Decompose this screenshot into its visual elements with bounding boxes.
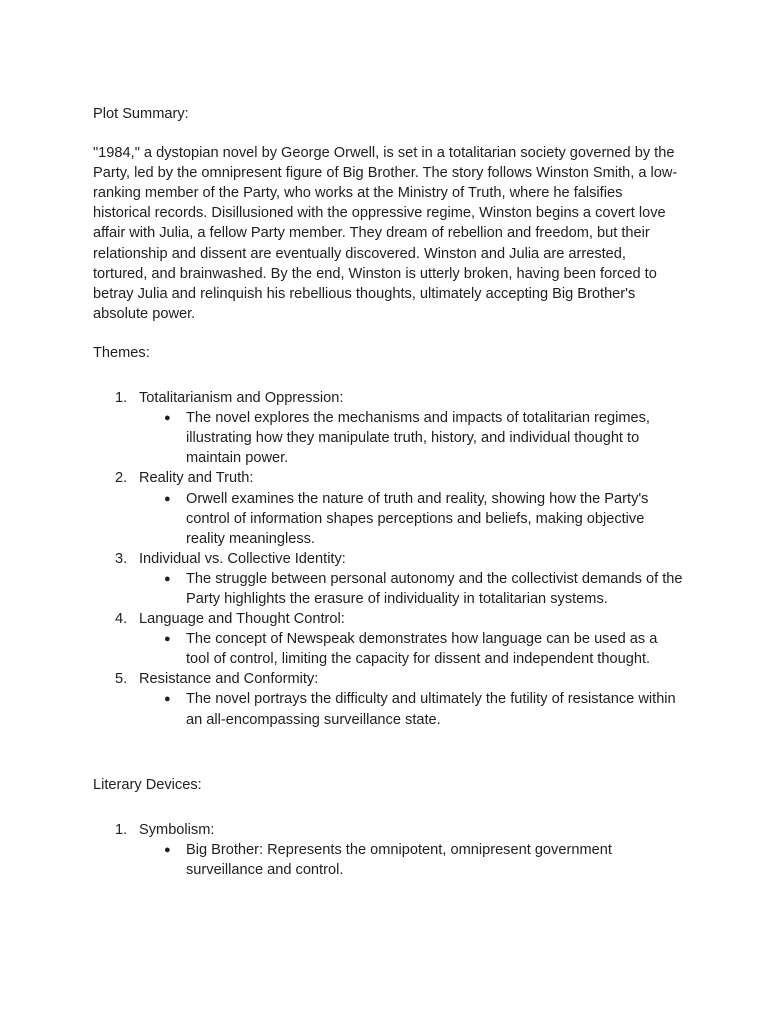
- theme-title: Language and Thought Control:: [139, 611, 345, 628]
- bullet-icon: ●: [164, 843, 171, 856]
- themes-heading: Themes:: [93, 344, 150, 361]
- theme-number: 5.: [115, 671, 128, 688]
- theme-item: [93, 609, 683, 669]
- bullet-icon: ●: [164, 492, 171, 505]
- theme-title: Resistance and Conformity:: [139, 671, 319, 688]
- themes-list: [93, 388, 683, 730]
- theme-description: ● The novel portrays the difficulty and ultimately the futility of resistance within an all-encompassing surveillance state.: [164, 691, 676, 728]
- bullet-icon: ●: [164, 693, 171, 706]
- plot-summary-text: "1984," a dystopian novel by George Orwell, is set in a totalitarian society governed by the Party, led by the omnipresent figure of Big Brother. The story follows Winston Smith, a low-ranking member of the Party, who works at the Ministry of Truth, where he falsifies historical records. Disillusioned with the oppressive regime, Winston begins a covert love affair with Julia, a fellow Party member. They dream of rebellion and freedom, but their relationship and dissent are eventually discovered. Winston and Julia are arrested, tortured, and brainwashed. By the end, Winston is utterly broken, having been forced to betray Julia and relinquish his rebellious thoughts, ultimately accepting Big Brother's absolute power.: [93, 145, 678, 322]
- theme-item: [93, 468, 683, 548]
- theme-number: 4.: [115, 611, 128, 628]
- theme-item: [93, 388, 683, 468]
- theme-title: Totalitarianism and Oppression:: [139, 390, 344, 407]
- theme-description: ● The concept of Newspeak demonstrates how language can be used as a tool of control, limiting the capacity for dissent and independent thought.: [164, 631, 658, 668]
- theme-description: ● The novel explores the mechanisms and impacts of totalitarian regimes, illustrating how they manipulate truth, history, and individual thought to maintain power.: [164, 410, 650, 467]
- theme-description: ● Orwell examines the nature of truth and reality, showing how the Party's control of information shapes perceptions and beliefs, making objective reality meaningless.: [164, 490, 649, 547]
- literary-devices-list: [93, 820, 683, 880]
- theme-number: 1.: [115, 390, 128, 407]
- theme-item: [93, 549, 683, 609]
- literary-devices-heading: Literary Devices:: [93, 776, 202, 793]
- device-item: [93, 820, 683, 880]
- theme-number: 2.: [115, 470, 128, 487]
- bullet-icon: ●: [164, 572, 171, 585]
- device-number: 1.: [115, 821, 128, 838]
- theme-title: Reality and Truth:: [139, 470, 254, 487]
- device-title: Symbolism:: [139, 821, 215, 838]
- document-page: [93, 104, 683, 880]
- plot-summary-heading: Plot Summary:: [93, 106, 189, 122]
- theme-item: [93, 669, 683, 729]
- bullet-icon: ●: [164, 633, 171, 646]
- theme-title: Individual vs. Collective Identity:: [139, 550, 346, 567]
- bullet-icon: ●: [164, 412, 171, 425]
- device-description: ● Big Brother: Represents the omnipotent, omnipresent government surveillance and control.: [164, 841, 612, 878]
- theme-number: 3.: [115, 550, 128, 567]
- theme-description: ● The struggle between personal autonomy and the collectivist demands of the Party highlights the erasure of individuality in totalitarian systems.: [164, 570, 683, 607]
